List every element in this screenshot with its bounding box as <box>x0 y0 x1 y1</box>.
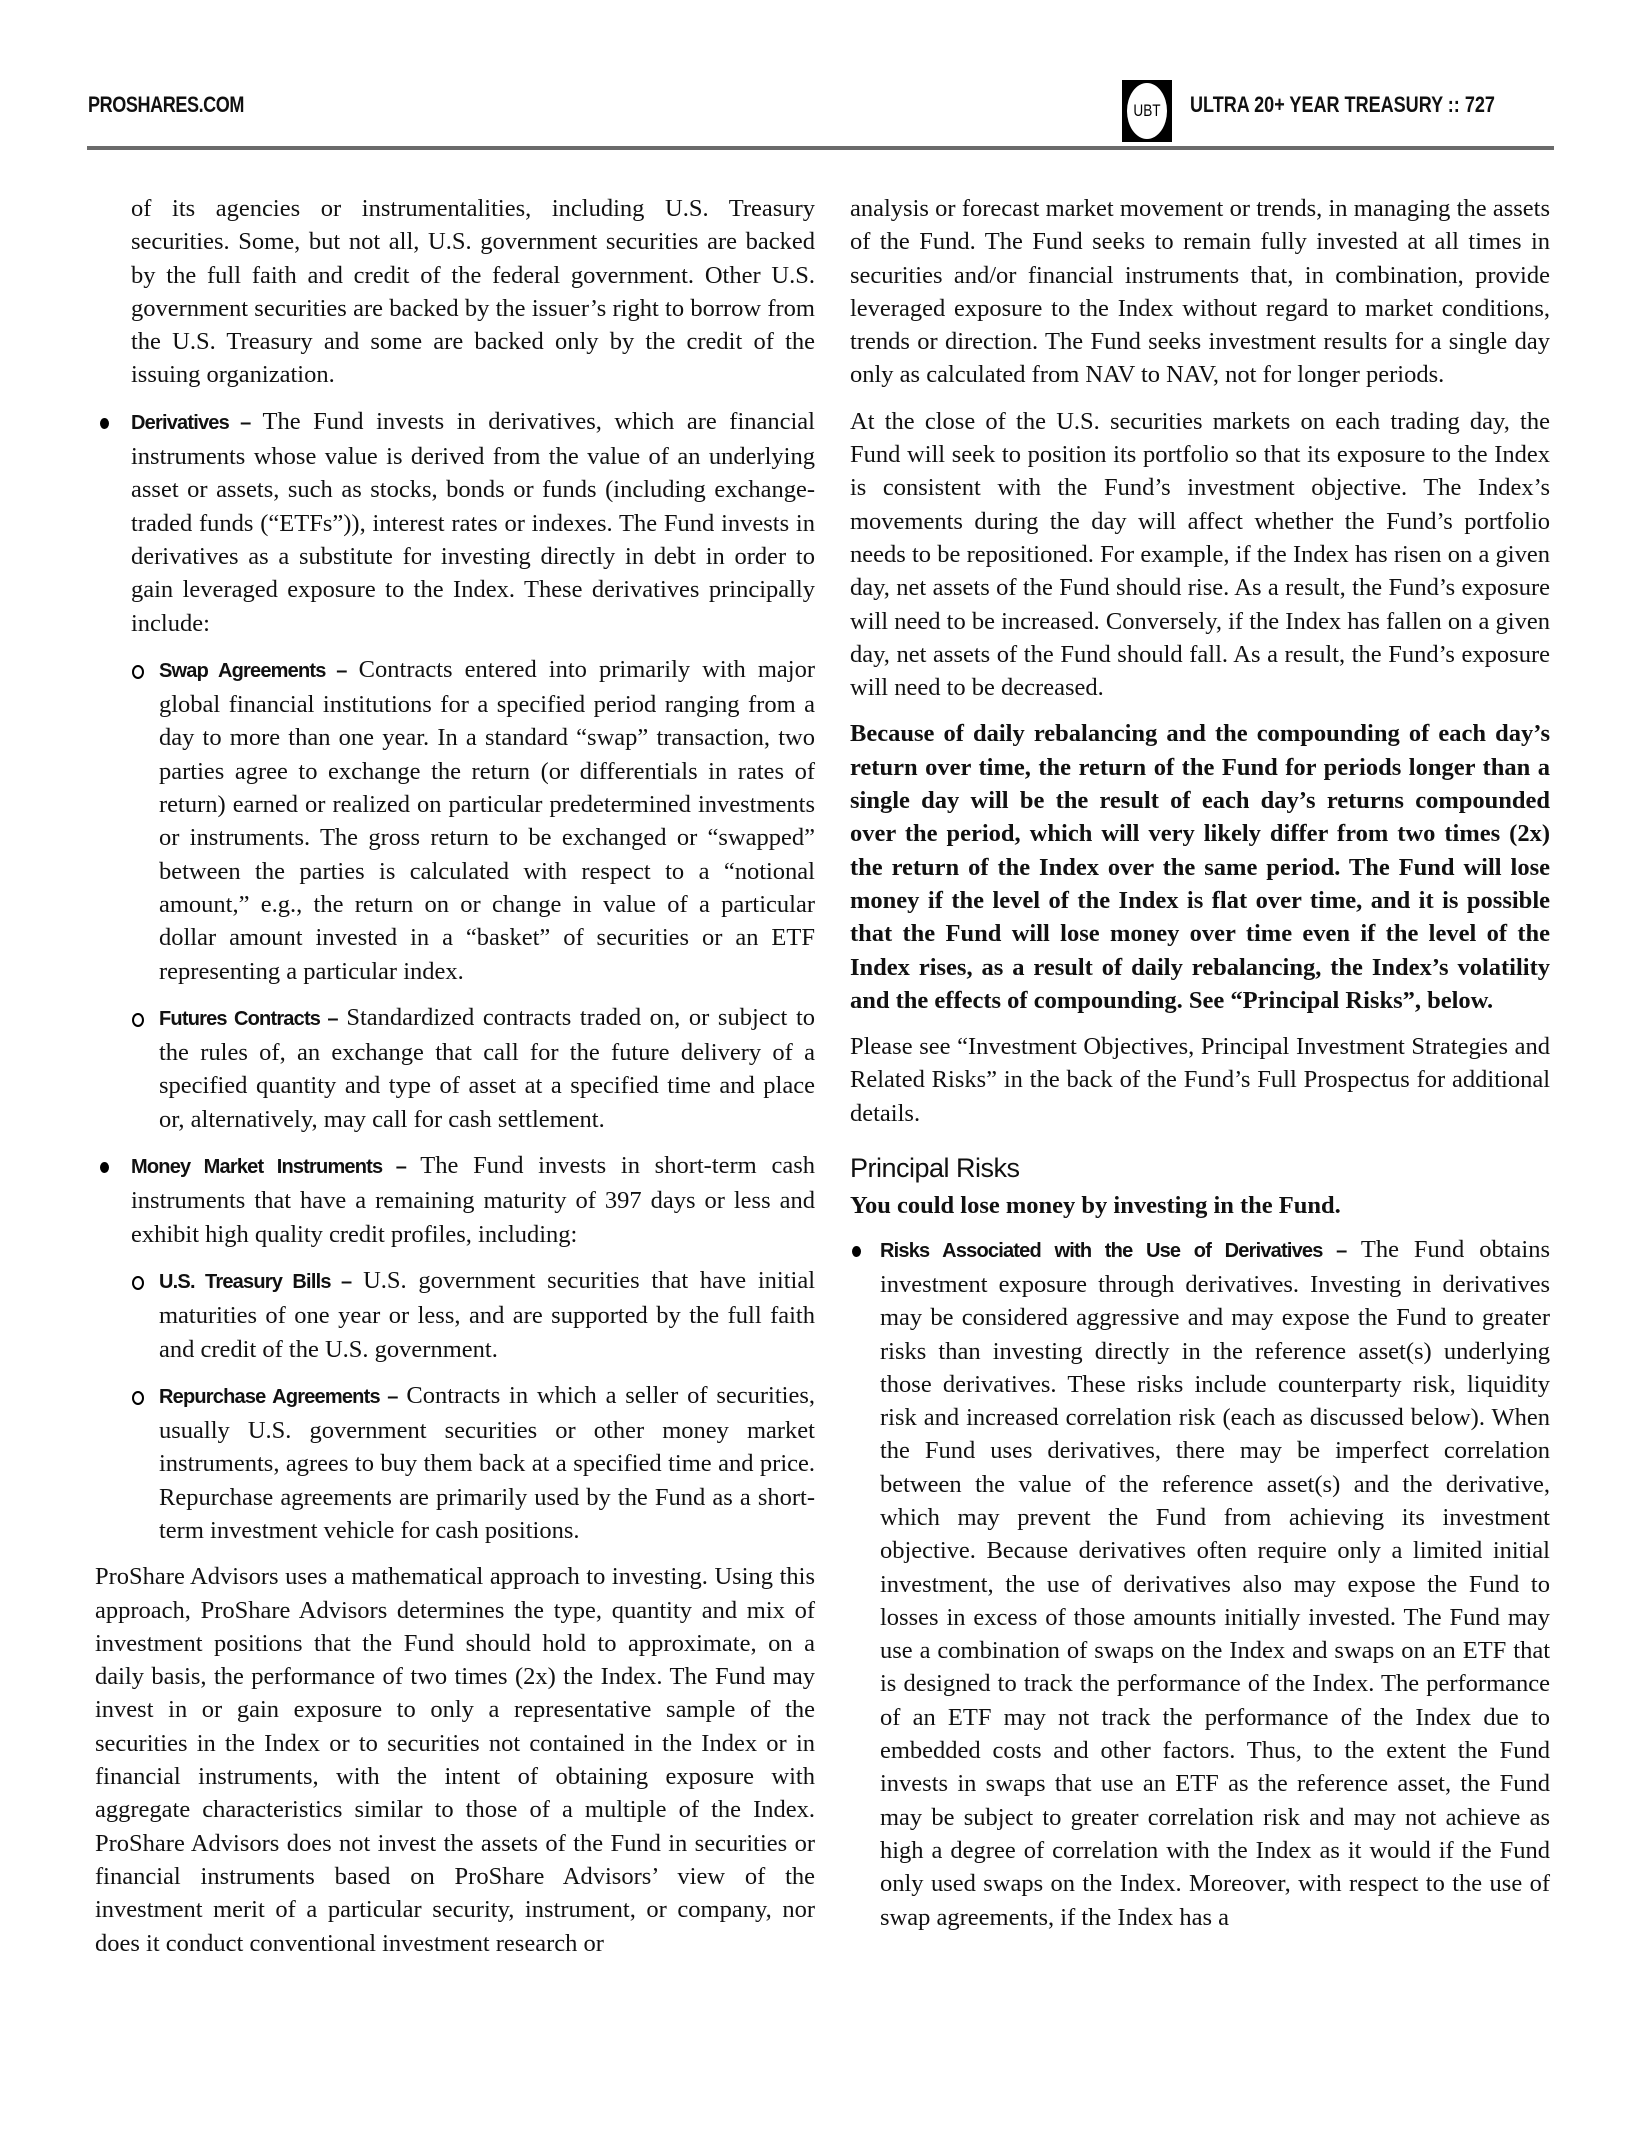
term-swap-agreements: Swap Agreements – <box>159 659 347 682</box>
right-column <box>850 192 1550 1934</box>
list-item-futures-contracts <box>95 1001 815 1136</box>
ticker-badge <box>1122 80 1172 142</box>
term-derivatives-risk: Risks Associated with the Use of Derivatives – <box>880 1239 1347 1262</box>
please-see-paragraph: Please see “Investment Objectives, Principal Investment Strategies and Related Risks” in the back of the Fund’s Full Prospectus for additional details. <box>850 1033 1550 1127</box>
site-url: PROSHARES.COM <box>88 92 245 117</box>
rebalance-paragraph: At the close of the U.S. securities markets on each trading day, the Fund will seek to position its portfolio so that its exposure to the Index is consistent with the Fund’s investment objective. The Index’s movements during the day will affect whether the Fund’s portfolio needs to be repositioned. For example, if the Index has risen on a given day, net assets of the Fund should rise. As a result, the Fund’s exposure will need to be increased. Conversely, if the Index has fallen on a given day, net assets of the Fund should fall. As a result, the Fund’s exposure will need to be decreased. <box>850 407 1550 702</box>
money-market-text: The Fund invests in short-term cash instruments that have a remaining maturity of 397 days or less and exhibit high quality credit profiles, including: <box>131 1152 815 1248</box>
continuation-paragraph: analysis or forecast market movement or trends, in managing the assets of the Fund. The Fund seeks to remain fully invested at all times in securities and/or financial instruments that, in combination, provide leveraged exposure to the Index without regard to market conditions, trends or direction. The Fund seeks investment results for a single day only as calculated from NAV to NAV, not for longer periods. <box>850 195 1550 389</box>
term-derivatives: Derivatives – <box>131 411 251 434</box>
term-futures-contracts: Futures Contracts – <box>159 1007 338 1030</box>
lose-money-statement: You could lose money by investing in the Fund. <box>850 1192 1341 1220</box>
list-item-derivatives <box>95 405 815 640</box>
compounding-warning: Because of daily rebalancing and the compounding of each day’s return over time, the return of the Fund for periods longer than a single day will be the result of each day’s returns compounded over the period, which will very likely differ from two times (2x) the return of the Index over the same period. The Fund will lose money if the level of the Index is flat over time, and it is possible that the Fund will lose money over time even if the level of the Index rises, as a result of daily rebalancing, the Index’s volatility and the effects of compounding. See “Principal Risks”, below. <box>850 720 1550 1014</box>
left-column <box>95 192 815 1973</box>
header-divider <box>87 146 1554 150</box>
term-repurchase-agreements: Repurchase Agreements – <box>159 1385 398 1408</box>
intro-continuation: of its agencies or instrumentalities, including U.S. Treasury securities. Some, but not all, U.S. government securities are backed by the full faith and credit of the federal government. Other U.S. government securities are backed by the issuer’s right to borrow from the U.S. Treasury and some are backed only by the credit of the issuing organization. <box>131 195 815 389</box>
futures-contracts-text: Standardized contracts traded on, or subject to the rules of, an exchange that call for the future delivery of a specified quantity and type of asset at a specified time and place or, alternatively, may call for cash settlement. <box>159 1003 815 1133</box>
list-item-derivatives-risk <box>850 1233 1550 1934</box>
ticker-badge-oval <box>1127 83 1167 139</box>
principal-risks-heading: Principal Risks <box>850 1153 1020 1184</box>
list-item-swap-agreements <box>95 653 815 988</box>
ticker-badge-text: UBT <box>1133 101 1161 120</box>
page-title: ULTRA 20+ YEAR TREASURY :: 727 <box>1190 92 1495 117</box>
term-money-market: Money Market Instruments – <box>131 1156 407 1179</box>
term-treasury-bills: U.S. Treasury Bills – <box>159 1270 352 1293</box>
derivatives-text: The Fund invests in derivatives, which are financial instruments whose value is derived from the value of an underlying asset or assets, such as stocks, bonds or funds (including exchange-traded funds (“ETFs”)), interest rates or indexes. The Fund invests in derivatives as a substitute for investing directly in debt in order to gain leveraged exposure to the Index. These derivatives principally include: <box>131 407 815 637</box>
approach-paragraph: ProShare Advisors uses a mathematical approach to investing. Using this approach, ProShare Advisors determines the type, quantity and mix of investment positions that the Fund should hold to approximate, on a daily basis, the performance of two times (2x) the Index. The Fund may invest in or gain exposure to only a representative sample of the securities in the Index or to securities not contained in the Index or in financial instruments, with the intent of obtaining exposure with aggregate characteristics similar to those of a multiple of the Index. ProShare Advisors does not invest the assets of the Fund in securities or financial instruments based on ProShare Advisors’ view of the investment merit of a particular security, instrument, or company, nor does it conduct conventional investment research or <box>95 1563 815 1957</box>
list-item-money-market <box>95 1149 815 1251</box>
list-item-repurchase-agreements <box>95 1379 815 1547</box>
derivatives-risk-text: The Fund obtains investment exposure through derivatives. Investing in derivatives may be considered aggressive and may expose the Fund to greater risks than investing directly in the reference asset(s) underlying those derivatives. These risks include counterparty risk, liquidity risk and increased correlation risk (each as discussed below). When the Fund uses derivatives, there may be imperfect correlation between the value of the reference asset(s) and the derivative, which may prevent the Fund from achieving its investment objective. Because derivatives often require only a limited initial investment, the use of derivatives also may expose the Fund to losses in excess of those amounts initially invested. The Fund may use a combination of swaps on the Index and swaps on an ETF that is designed to track the performance of the Index. The performance of an ETF may not track the performance of the Index due to embedded costs and other factors. Thus, to the extent the Fund invests in swaps that use an ETF as the reference asset, the Fund may be subject to greater correlation risk and may not achieve as high a degree of correlation with the Index as it would if the Fund only used swaps on the Index. Moreover, with respect to the use of swap agreements, if the Index has a <box>880 1235 1550 1931</box>
list-item-treasury-bills <box>95 1264 815 1366</box>
repurchase-agreements-text: Contracts in which a seller of securities, usually U.S. government securities or other money market instruments, agrees to buy them back at a specified time and price. Repurchase agreements are primarily used by the Fund as a short-term investment vehicle for cash positions. <box>159 1381 815 1544</box>
treasury-bills-text: U.S. government securities that have initial maturities of one year or less, and are supported by the full faith and credit of the U.S. government. <box>159 1266 815 1363</box>
swap-agreements-text: Contracts entered into primarily with major global financial institutions for a specified period ranging from a day to more than one year. In a standard “swap” transaction, two parties agree to exchange the return (or differentials in rates of return) earned or realized on particular predetermined investments or instruments. The gross return to be exchanged or “swapped” between the parties is calculated with respect to a “notional amount,” e.g., the return on or change in value of a particular dollar amount invested in a “basket” of securities or an ETF representing a particular index. <box>159 655 815 985</box>
page-header <box>88 80 1554 150</box>
